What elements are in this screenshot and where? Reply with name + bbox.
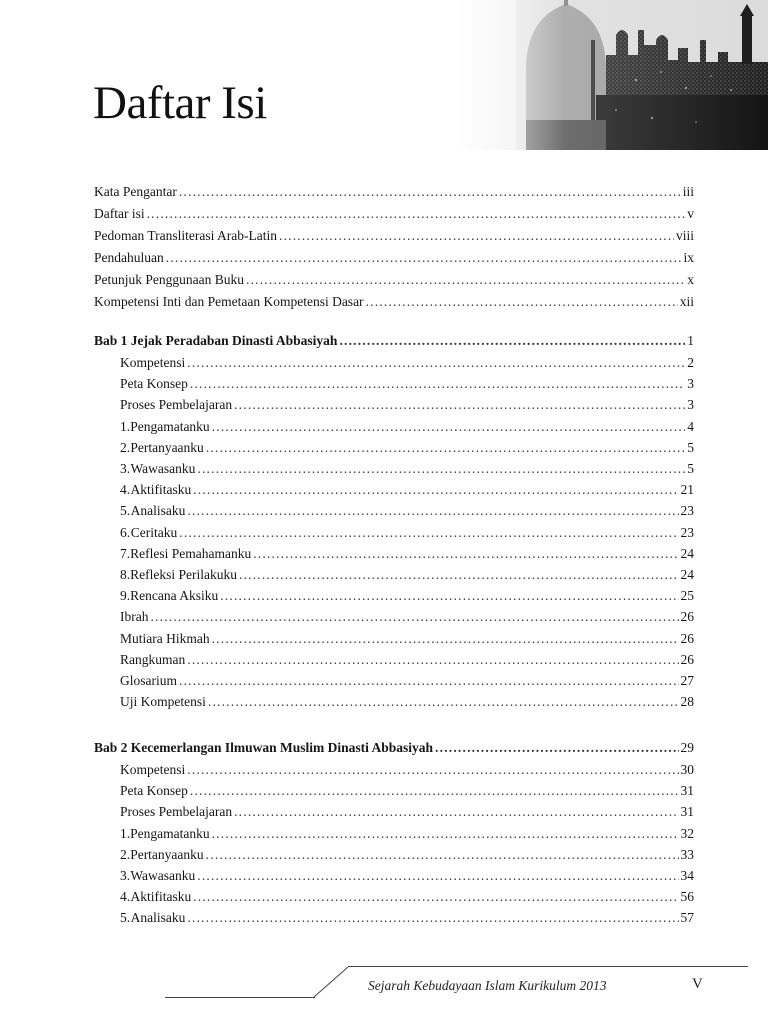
toc-page-number: 31 <box>680 804 694 820</box>
toc-entry[interactable] <box>120 801 694 822</box>
dot-leader <box>193 479 678 500</box>
toc-entry-label: Uji Kompetensi <box>120 694 206 710</box>
toc-entry-label: Mutiara Hikmah <box>120 630 210 646</box>
dot-leader <box>435 737 678 758</box>
dot-leader <box>234 801 678 822</box>
dot-leader <box>190 780 679 801</box>
toc-entry[interactable] <box>120 500 694 521</box>
dot-leader <box>339 330 685 351</box>
toc-entry-label: Wawasanku <box>130 868 196 883</box>
toc-entry-label: Pengamatanku <box>130 418 210 434</box>
footer-rule-top <box>348 966 748 967</box>
dot-leader <box>197 865 678 886</box>
toc-page-number: v <box>687 206 694 221</box>
dot-leader <box>212 628 679 649</box>
toc-page-number: x <box>687 272 694 287</box>
toc-front-entry[interactable] <box>94 291 694 312</box>
chapter-heading-label: Bab 1 Jejak Peradaban Dinasti Abbasiyah <box>94 333 338 348</box>
page-title: Daftar Isi <box>93 77 267 129</box>
toc-entry-label: Peta Konsep <box>120 783 188 799</box>
toc-entry[interactable] <box>120 691 694 712</box>
toc-entry-number: 9. <box>120 588 131 604</box>
toc-entry-label: Analisaku <box>130 503 186 519</box>
toc-entry[interactable] <box>120 606 694 627</box>
dot-leader <box>179 670 679 691</box>
toc-front-entry[interactable] <box>94 247 694 268</box>
toc-entry[interactable] <box>120 628 694 649</box>
toc-entry[interactable] <box>120 865 694 886</box>
toc-entry-label: Ibrah <box>120 609 149 625</box>
dot-leader <box>187 352 685 373</box>
toc-entry-number: 4. <box>120 482 131 498</box>
toc-page-number: 28 <box>680 694 694 710</box>
toc-page-number: ix <box>683 250 694 265</box>
toc-page-number: 23 <box>680 524 694 540</box>
toc-entry-label: Pedoman Transliterasi Arab-Latin <box>94 228 277 243</box>
toc-entry[interactable] <box>120 823 694 844</box>
toc-entry-label: Reflesi Pemahamanku <box>130 545 252 561</box>
toc-entry-label: Aktifitasku <box>130 889 192 905</box>
toc-front-entry[interactable] <box>94 203 694 224</box>
toc-entry[interactable] <box>120 907 694 928</box>
toc-entry-label: Aktifitasku <box>130 482 192 498</box>
footer-rule-left <box>165 997 315 998</box>
toc-entry[interactable] <box>120 844 694 865</box>
toc-entry-number: 5. <box>120 910 131 926</box>
toc-entry-number: 6. <box>120 524 131 540</box>
dot-leader <box>187 649 678 670</box>
dot-leader <box>212 823 679 844</box>
toc-entry-label: Glosarium <box>120 673 177 688</box>
toc-front-entry[interactable] <box>94 225 694 246</box>
toc-entry[interactable] <box>120 585 694 606</box>
toc-page-number: 26 <box>680 651 694 667</box>
toc-page-number: 3 <box>687 376 694 392</box>
dot-leader <box>208 691 679 712</box>
toc-entry-label: Pengamatanku <box>130 825 210 841</box>
toc-page-number: 34 <box>680 868 694 883</box>
toc-chapter-heading[interactable] <box>94 330 694 351</box>
toc-page-number: 24 <box>680 545 694 561</box>
toc-entry[interactable] <box>120 394 694 415</box>
footer-rule-slant <box>312 966 350 998</box>
toc-entry-number: 8. <box>120 567 131 582</box>
dot-leader <box>239 564 679 585</box>
dot-leader <box>212 416 686 437</box>
toc-entry[interactable] <box>120 522 694 543</box>
toc-page-number: 23 <box>680 503 694 519</box>
toc-entry[interactable] <box>120 670 694 691</box>
toc-chapter-heading[interactable] <box>94 737 694 758</box>
dot-leader <box>187 759 678 780</box>
dot-leader <box>147 203 686 224</box>
toc-page-number: 26 <box>680 630 694 646</box>
toc-front-entry[interactable] <box>94 181 694 202</box>
toc-entry-label: Kata Pengantar <box>94 184 177 199</box>
toc-entry-number: 3. <box>120 461 131 476</box>
toc-front-entry[interactable] <box>94 269 694 290</box>
toc-page-number: 21 <box>680 482 694 498</box>
toc-page-number: 25 <box>680 588 694 604</box>
dot-leader <box>220 585 678 606</box>
toc-page-number: 32 <box>680 825 694 841</box>
toc-entry-label: Pertanyaanku <box>130 439 204 455</box>
toc-page-number: 30 <box>680 762 694 777</box>
toc-entry[interactable] <box>120 437 694 458</box>
dot-leader <box>187 907 678 928</box>
footer-book-title: Sejarah Kebudayaan Islam Kurikulum 2013 <box>368 978 607 993</box>
toc-entry[interactable] <box>120 479 694 500</box>
toc-entry-label: Wawasanku <box>130 461 196 476</box>
toc-entry[interactable] <box>120 416 694 437</box>
toc-entry-label: Daftar isi <box>94 206 145 221</box>
toc-entry-number: 5. <box>120 503 131 519</box>
toc-page-number: 31 <box>680 783 694 799</box>
toc-entry[interactable] <box>120 886 694 907</box>
toc-page-number: 57 <box>680 910 694 926</box>
dot-leader <box>179 181 681 202</box>
toc-entry[interactable] <box>120 352 694 373</box>
toc-entry-label: Ceritaku <box>130 524 178 540</box>
toc-entry-number: 3. <box>120 868 131 883</box>
toc-entry-label: Rencana Aksiku <box>130 588 219 604</box>
toc-entry-label: Analisaku <box>130 910 186 926</box>
toc-page-number: 5 <box>687 439 694 455</box>
dot-leader <box>193 886 678 907</box>
toc-entry[interactable] <box>120 458 694 479</box>
dot-leader <box>253 543 678 564</box>
toc-entry[interactable] <box>120 543 694 564</box>
dot-leader <box>366 291 678 312</box>
toc-entry-label: Pertanyaanku <box>130 846 204 862</box>
toc-entry[interactable] <box>120 373 694 394</box>
toc-entry-label: Kompetensi <box>120 355 186 370</box>
toc-entry-label: Kompetensi <box>120 762 186 777</box>
toc-page-number: 24 <box>680 567 694 582</box>
toc-entry-number: 7. <box>120 545 131 561</box>
toc-entry-label: Petunjuk Penggunaan Buku <box>94 272 244 287</box>
toc-entry-number: 1. <box>120 418 131 434</box>
toc-page-number: 2 <box>687 355 694 370</box>
footer-page-number: V <box>692 976 703 992</box>
toc-entry-label: Kompetensi Inti dan Pemetaan Kompetensi Dasar <box>94 294 364 309</box>
dot-leader <box>206 437 685 458</box>
toc-page-number: viii <box>675 228 694 243</box>
dot-leader <box>150 606 678 627</box>
toc-entry-number: 2. <box>120 846 131 862</box>
toc-entry-label: Proses Pembelajaran <box>120 804 233 820</box>
toc-page-number: 5 <box>687 461 694 476</box>
dot-leader <box>187 500 678 521</box>
toc-entry-number: 4. <box>120 889 131 905</box>
dot-leader <box>190 373 685 394</box>
dot-leader <box>179 522 678 543</box>
toc-entry[interactable] <box>120 564 694 585</box>
dot-leader <box>206 844 679 865</box>
toc-page-number: 1 <box>687 333 694 348</box>
toc-page-number: 27 <box>680 673 694 688</box>
toc-entry-number: 1. <box>120 825 131 841</box>
toc-page-number: xii <box>679 294 694 309</box>
dot-leader <box>279 225 674 246</box>
dot-leader <box>197 458 685 479</box>
toc-entry-label: Peta Konsep <box>120 376 188 392</box>
toc-page-number: 33 <box>680 846 694 862</box>
dot-leader <box>234 394 685 415</box>
toc-entry-number: 2. <box>120 439 131 455</box>
toc-page-number: 3 <box>687 397 694 413</box>
toc-entry-label: Pendahuluan <box>94 250 164 265</box>
toc-page-number: 4 <box>687 418 694 434</box>
toc-page-number: 29 <box>680 740 694 755</box>
toc-entry[interactable] <box>120 649 694 670</box>
toc-entry[interactable] <box>120 759 694 780</box>
toc-entry-label: Refleksi Perilakuku <box>130 567 237 582</box>
toc-page-number: 26 <box>680 609 694 625</box>
dot-leader <box>166 247 682 268</box>
toc-page-number: 56 <box>680 889 694 905</box>
chapter-heading-label: Bab 2 Kecemerlangan Ilmuwan Muslim Dinasti Abbasiyah <box>94 740 434 755</box>
toc-entry-label: Proses Pembelajaran <box>120 397 233 413</box>
toc-entry-label: Rangkuman <box>120 651 186 667</box>
toc-entry[interactable] <box>120 780 694 801</box>
dot-leader <box>246 269 685 290</box>
toc-page-number: iii <box>682 184 694 199</box>
